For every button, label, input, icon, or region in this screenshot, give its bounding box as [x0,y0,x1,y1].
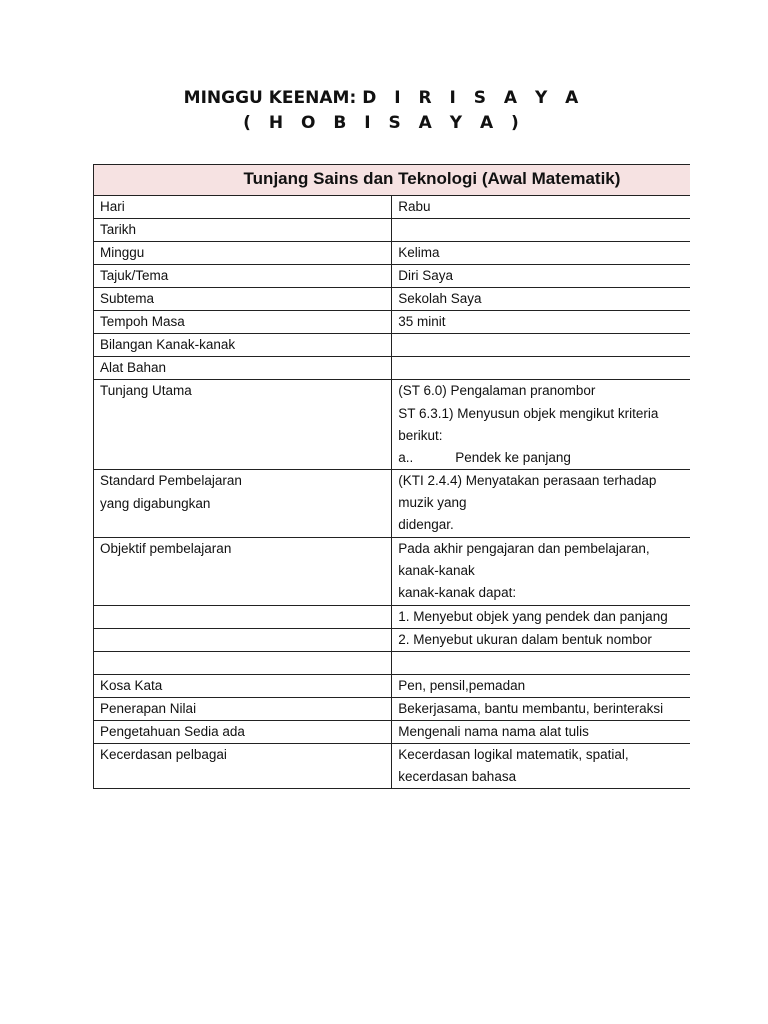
row-objektif [94,538,691,606]
lesson-plan-table [93,164,690,789]
row-tempoh [94,311,691,334]
table-title-cell [94,165,691,196]
label-alat: Alat Bahan [94,357,392,380]
heading-subtheme: ( H O B I S A Y A ) [243,113,525,133]
row-tarikh [94,219,691,242]
value-subtema: Sekolah Saya [392,288,690,311]
label-standard [94,470,392,538]
standard-line-1: (KTI 2.4.4) Menyatakan perasaan terhadap muzik yang [398,473,657,510]
value-objective-2: 2. Menyebut ukuran dalam bentuk nombor [392,629,690,652]
label-kosa: Kosa Kata [94,675,392,698]
label-tunjang: Tunjang Utama [94,380,392,470]
label-subtema: Subtema [94,288,392,311]
row-blank [94,652,691,675]
objektif-line-1: Pada akhir pengajaran dan pembelajaran, kanak-kanak [398,541,650,578]
value-standard [392,470,690,538]
value-bilangan [392,334,690,357]
value-hari: Rabu [392,196,690,219]
label-nilai: Penerapan Nilai [94,698,392,721]
standard-label-line-2: yang digabungkan [100,496,211,511]
row-bilangan [94,334,691,357]
row-objective-2 [94,629,691,652]
row-nilai [94,698,691,721]
value-nilai: Bekerjasama, bantu membantu, berinteraksi [392,698,690,721]
tunjang-item-text: Pendek ke panjang [455,450,571,465]
row-sedia [94,721,691,744]
label-objektif: Objektif pembelajaran [94,538,392,606]
row-minggu [94,242,691,265]
heading-week-label: MINGGU KEENAM: [183,88,363,108]
label-tarikh: Tarikh [94,219,392,242]
table-title-row [94,165,691,196]
row-alat [94,357,691,380]
row-hari [94,196,691,219]
standard-label-line-1: Standard Pembelajaran [100,473,242,488]
document-heading [0,86,768,136]
label-tempoh: Tempoh Masa [94,311,392,334]
label-minggu: Minggu [94,242,392,265]
table-title: Tunjang Sains dan Teknologi (Awal Matematik) [243,169,621,188]
tunjang-item [398,447,684,469]
row-standard [94,470,691,538]
row-objective-1 [94,606,691,629]
value-kecerdasan: Kecerdasan logikal matematik, spatial, kecerdasan bahasa [392,744,690,789]
label-objective-1 [94,606,392,629]
value-tunjang [392,380,690,470]
value-minggu: Kelima [392,242,690,265]
heading-line-1 [0,86,768,111]
standard-line-2: didengar. [398,517,454,532]
row-tajuk [94,265,691,288]
value-tempoh: 35 minit [392,311,690,334]
row-kecerdasan [94,744,691,789]
label-tajuk: Tajuk/Tema [94,265,392,288]
value-kosa: Pen, pensil,pemadan [392,675,690,698]
label-objective-2 [94,629,392,652]
objektif-line-2: kanak-kanak dapat: [398,585,517,600]
value-objective-1: 1. Menyebut objek yang pendek dan panjang [392,606,690,629]
tunjang-line-1: (ST 6.0) Pengalaman pranombor [398,383,596,398]
value-sedia: Mengenali nama nama alat tulis [392,721,690,744]
row-kosa [94,675,691,698]
row-subtema [94,288,691,311]
value-alat [392,357,690,380]
label-bilangan: Bilangan Kanak-kanak [94,334,392,357]
label-blank [94,652,392,675]
value-blank [392,652,690,675]
value-tarikh [392,219,690,242]
value-tajuk: Diri Saya [392,265,690,288]
heading-theme: D I R I S A Y A [362,88,585,108]
value-objektif [392,538,690,606]
tunjang-line-2: ST 6.3.1) Menyusun objek mengikut kriteria berikut: [398,406,659,443]
row-tunjang [94,380,691,470]
label-hari: Hari [94,196,392,219]
tunjang-item-marker: a.. [398,450,414,465]
label-kecerdasan: Kecerdasan pelbagai [94,744,392,789]
label-sedia: Pengetahuan Sedia ada [94,721,392,744]
